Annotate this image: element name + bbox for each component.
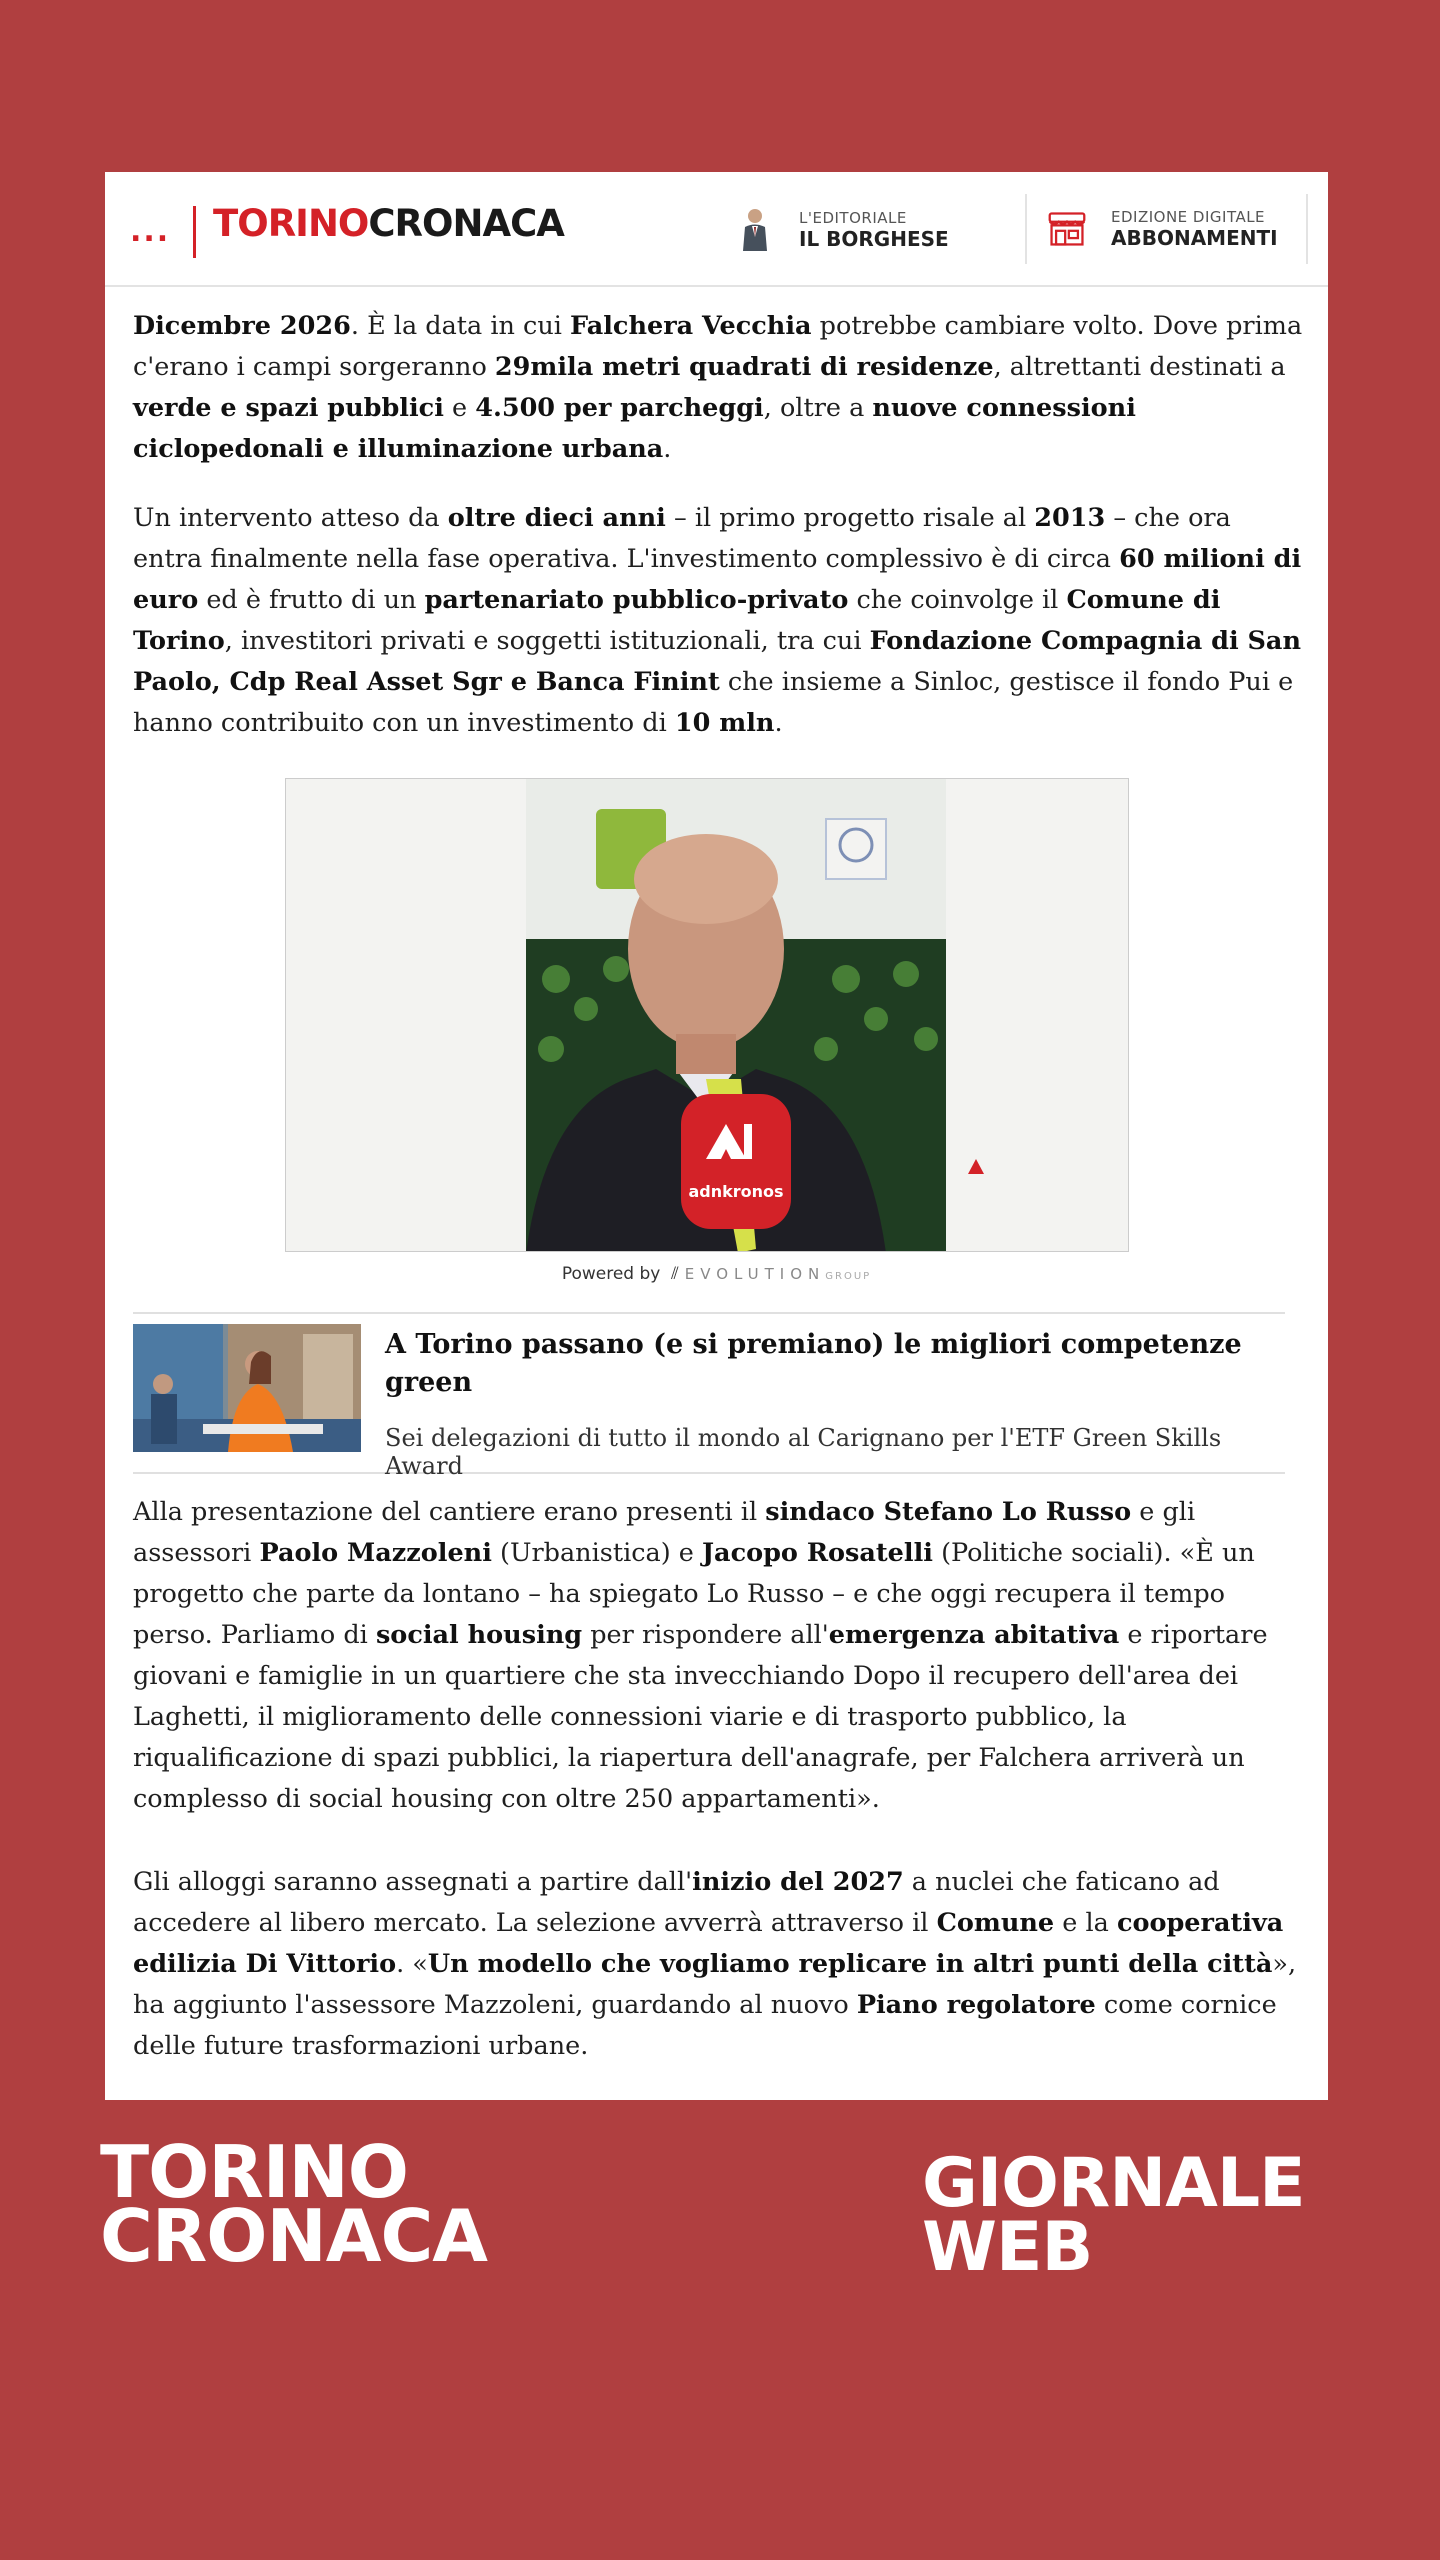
- footer-brand-right-line2: WEB: [922, 2208, 1093, 2287]
- bold-run-9: Piano regolatore: [856, 1990, 1096, 2020]
- video-player[interactable]: [285, 778, 1129, 1252]
- text-run-10: , investitori privati e soggetti istituzionali, tra cui: [224, 626, 870, 656]
- bold-run-5: 60 milioni di euro: [133, 544, 1302, 615]
- related-article[interactable]: [133, 1312, 1285, 1480]
- bold-run-1: oltre dieci anni: [447, 503, 666, 533]
- powered-group: GROUP: [825, 1271, 872, 1282]
- bold-run-7: Un modello che vogliamo replicare in altri punti della città: [427, 1949, 1273, 1979]
- text-run-14: .: [774, 708, 783, 738]
- editoriale-link[interactable]: [735, 202, 949, 257]
- text-run-2: e gli assessori: [133, 1497, 1196, 1568]
- bold-run-4: 29mila metri quadrati di residenze: [494, 352, 994, 382]
- site-logo[interactable]: [213, 202, 564, 245]
- mic-brand-label: adnkronos: [688, 1182, 784, 1201]
- text-run-4: – che ora entra finalmente nella fase operativa. L'investimento complessivo è di circa: [133, 503, 1231, 574]
- video-frame: [286, 779, 1129, 1252]
- bold-run-0: Dicembre 2026: [133, 311, 351, 341]
- menu-dots-icon[interactable]: ...: [130, 214, 171, 249]
- bold-run-7: social housing: [375, 1620, 583, 1650]
- bold-run-5: cooperativa edilizia Di Vittorio: [133, 1908, 1284, 1979]
- header-divider: [193, 206, 196, 258]
- text-run-4: e la: [1054, 1908, 1117, 1938]
- text-run-0: Gli alloggi saranno assegnati a partire dall': [133, 1867, 693, 1897]
- footer-brand-right: [922, 2144, 1305, 2287]
- abbonamenti-big: ABBONAMENTI: [1111, 226, 1278, 250]
- text-run-9: , oltre a: [763, 393, 873, 423]
- text-run-1: . È la data in cui: [350, 311, 571, 341]
- article-paragraph-2: [133, 498, 1303, 744]
- bold-run-3: Comune: [936, 1908, 1055, 1938]
- bold-run-9: emergenza abitativa: [828, 1620, 1120, 1650]
- text-run-0: Un intervento atteso da: [133, 503, 448, 533]
- footer-brand-left-line1: TORINO: [100, 2130, 409, 2214]
- abbonamenti-small: EDIZIONE DIGITALE: [1111, 208, 1266, 226]
- text-run-3: potrebbe cambiare volto. Dove prima c'erano i campi sorgeranno: [133, 311, 1303, 382]
- video-powered-by[interactable]: [105, 1264, 1328, 1284]
- article-card: [105, 172, 1328, 2100]
- text-run-6: . «: [396, 1949, 428, 1979]
- text-run-5: , altrettanti destinati a: [993, 352, 1286, 382]
- article-paragraph-3: [133, 1492, 1303, 1820]
- bold-run-7: partenariato pubblico-privato: [424, 585, 849, 615]
- bold-run-3: 2013: [1034, 503, 1106, 533]
- evolution-logo-icon: ⫽: [665, 1264, 679, 1284]
- text-run-0: Alla presentazione del cantiere erano presenti il: [133, 1497, 766, 1527]
- bold-run-9: Comune di Torino: [133, 585, 1221, 656]
- bold-run-5: Jacopo Rosatelli: [701, 1538, 933, 1568]
- text-run-10: come cornice delle future trasformazioni urbane.: [133, 1990, 1277, 2061]
- text-run-8: », ha aggiunto l'assessore Mazzoleni, guardando al nuovo: [133, 1949, 1297, 2020]
- logo-red: TORINO: [213, 202, 369, 245]
- text-run-7: e: [443, 393, 476, 423]
- bold-run-8: 4.500 per parcheggi: [475, 393, 764, 423]
- footer-brand-left: [100, 2130, 488, 2278]
- article-paragraph-4: [133, 1862, 1303, 2067]
- editoriale-small: L'EDITORIALE: [799, 208, 907, 227]
- text-run-11: .: [663, 434, 672, 464]
- text-run-6: ed è frutto di un: [198, 585, 425, 615]
- footer-brand-left-line2: CRONACA: [100, 2194, 488, 2278]
- bold-run-1: inizio del 2027: [692, 1867, 904, 1897]
- text-run-8: per rispondere all': [582, 1620, 829, 1650]
- bold-run-6: verde e spazi pubblici: [133, 393, 444, 423]
- related-subtitle: Sei delegazioni di tutto il mondo al Carignano per l'ETF Green Skills Award: [385, 1424, 1222, 1480]
- text-run-8: che coinvolge il: [848, 585, 1067, 615]
- footer-brand-right-line1: GIORNALE: [922, 2144, 1305, 2223]
- site-header: [105, 172, 1328, 287]
- bold-run-10: nuove connessioni ciclopedonali e illuminazione urbana: [133, 393, 1136, 464]
- text-run-4: (Urbanistica) e: [491, 1538, 702, 1568]
- bold-run-13: 10 mln: [674, 708, 775, 738]
- text-run-2: a nuclei che faticano ad accedere al libero mercato. La selezione avverrà attraverso il: [133, 1867, 1220, 1938]
- bold-run-3: Paolo Mazzoleni: [259, 1538, 492, 1568]
- bold-run-11: Fondazione Compagnia di San Paolo, Cdp Real Asset Sgr e Banca Finint: [133, 626, 1301, 697]
- text-run-6: (Politiche sociali). «È un progetto che parte da lontano – ha spiegato Lo Russo – e che oggi recupera il tempo perso. Parliamo di: [133, 1538, 1255, 1650]
- powered-brand: EVOLUTION: [684, 1265, 826, 1283]
- bold-run-2: Falchera Vecchia: [570, 311, 812, 341]
- header-right-divider: [1306, 194, 1308, 264]
- text-run-2: – il primo progetto risale al: [665, 503, 1035, 533]
- powered-label: Powered by: [561, 1264, 661, 1284]
- text-run-12: che insieme a Sinloc, gestisce il fondo Pui e hanno contribuito con un investimento di: [133, 667, 1294, 738]
- bold-run-1: sindaco Stefano Lo Russo: [765, 1497, 1132, 1527]
- logo-dark: CRONACA: [368, 202, 564, 245]
- editorialist-avatar-icon: [735, 205, 775, 255]
- shop-icon: [1047, 204, 1087, 254]
- article-paragraph-1: [133, 306, 1303, 470]
- related-thumbnail[interactable]: [133, 1324, 361, 1452]
- related-title[interactable]: A Torino passano (e si premiano) le migliori competenze green: [385, 1329, 1242, 1398]
- abbonamenti-link[interactable]: [1025, 194, 1278, 264]
- editoriale-big: IL BORGHESE: [799, 226, 949, 251]
- text-run-10: e riportare giovani e famiglie in un quartiere che sta invecchiando Dopo il recupero dell'area dei Laghetti, il miglioramento delle connessioni viarie e di trasporto pubblico, la riqualificazione di spazi pubblici, la riapertura dell'anagrafe, per Falchera arriverà un complesso di social housing con oltre 250 appartamenti».: [133, 1620, 1268, 1814]
